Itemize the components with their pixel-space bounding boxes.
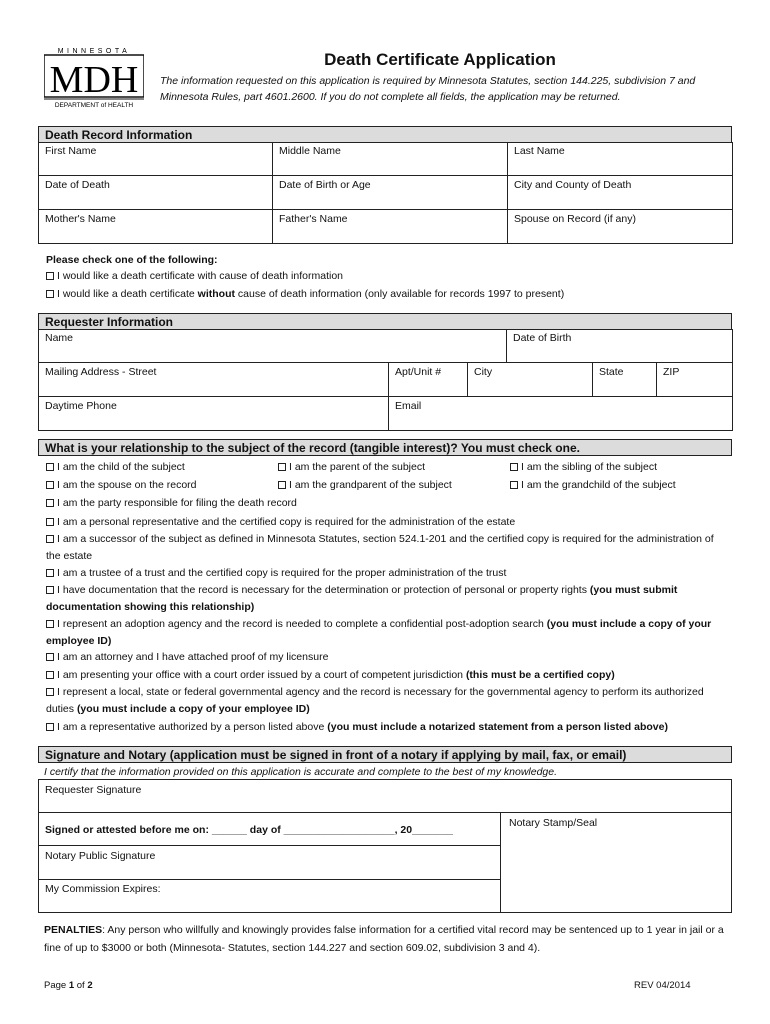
state-label: State — [599, 366, 624, 378]
notary-divider — [500, 813, 501, 912]
revision-label: REV 04/2014 — [634, 980, 691, 991]
phone-field[interactable] — [39, 397, 389, 431]
phone-label: Daytime Phone — [45, 400, 117, 412]
email-label: Email — [395, 400, 422, 412]
requester-signature-field[interactable] — [38, 779, 732, 813]
cause-option-with[interactable] — [46, 270, 343, 282]
zip-label: ZIP — [663, 366, 680, 378]
requester-name-field[interactable] — [39, 329, 507, 363]
rel-trustee[interactable] — [46, 567, 506, 579]
rel-court[interactable] — [46, 669, 615, 681]
last-name-label: Last Name — [514, 145, 565, 157]
page-number — [44, 980, 93, 991]
requester-dob-label: Date of Birth — [513, 332, 572, 344]
rel-govt[interactable] — [46, 684, 726, 718]
street-label: Mailing Address - Street — [45, 366, 157, 378]
logo-bottom-text: DEPARTMENT of HEALTH — [54, 102, 134, 109]
zip-field[interactable] — [657, 363, 733, 397]
state-field[interactable] — [593, 363, 657, 397]
rel-trustee-label: I am a trustee of a trust and the certified copy is required for the proper administration of the trust — [57, 567, 507, 579]
rel-adoption-note: (you must include a copy of your employee ID) — [46, 618, 712, 647]
notary-stamp-field[interactable]: Notary Stamp/Seal — [509, 817, 598, 829]
requester-table — [38, 329, 733, 431]
page-title: Death Certificate Application — [324, 50, 556, 69]
checkbox[interactable] — [278, 463, 286, 471]
rel-documentation-label: I have documentation that the record is necessary for the determination or protection of personal or property rights — [57, 584, 590, 596]
rel-personal-rep[interactable] — [46, 516, 515, 528]
city-field[interactable] — [468, 363, 593, 397]
last-name-field[interactable] — [508, 142, 733, 176]
death-record-table — [38, 142, 733, 244]
apt-label: Apt/Unit # — [395, 366, 442, 378]
street-field[interactable] — [39, 363, 389, 397]
checkbox[interactable] — [510, 481, 518, 489]
checkbox[interactable] — [46, 653, 54, 661]
rel-grandchild-label: I am the grandchild of the subject — [521, 479, 676, 491]
logo-main-text: MDH — [49, 59, 139, 101]
first-name-label: First Name — [45, 145, 97, 157]
rel-authorized-label: I am a representative authorized by a person listed above — [57, 721, 328, 733]
cause-prompt: Please check one of the following: — [46, 254, 218, 266]
rel-child-label: I am the child of the subject — [57, 461, 185, 473]
notary-divider — [39, 879, 500, 880]
cause-option-with-label: I would like a death certificate with cause of death information — [57, 270, 343, 282]
page-of: of — [74, 980, 88, 991]
rel-authorized-note: (you must include a notarized statement from a person listed above) — [327, 721, 668, 733]
penalties-label: PENALTIES — [44, 924, 103, 936]
checkbox[interactable] — [46, 290, 54, 298]
rel-court-label: I am presenting your office with a court order issued by a court of competent jurisdiction — [57, 669, 466, 681]
spouse-label: Spouse on Record (if any) — [514, 213, 636, 225]
checkbox[interactable] — [46, 463, 54, 471]
checkbox[interactable] — [46, 481, 54, 489]
rel-grandparent[interactable] — [278, 479, 452, 491]
requester-heading: Requester Information — [38, 313, 732, 330]
checkbox[interactable] — [510, 463, 518, 471]
rel-child[interactable] — [46, 461, 185, 473]
checkbox[interactable] — [46, 272, 54, 280]
rel-govt-note: (you must include a copy of your employee ID) — [76, 703, 310, 715]
cause-option-without-label-b: without — [197, 288, 235, 300]
rel-spouse[interactable] — [46, 479, 197, 491]
death-record-heading: Death Record Information — [38, 126, 732, 143]
mothers-name-field[interactable] — [39, 210, 273, 244]
notary-signature-field[interactable]: Notary Public Signature — [45, 850, 156, 862]
checkbox[interactable] — [46, 688, 54, 696]
relationship-heading: What is your relationship to the subject of the record (tangible interest)? You must check one. — [38, 439, 732, 456]
dob-or-age-label: Date of Birth or Age — [279, 179, 371, 191]
page-total: 2 — [87, 980, 93, 991]
cause-option-without[interactable] — [46, 288, 564, 300]
signature-heading: Signature and Notary (application must be signed in front of a notary if applying by mail, fax, or email) — [38, 746, 732, 763]
rel-documentation-note: (you must submit documentation showing this relationship) — [46, 584, 678, 613]
cause-option-without-label-a: I would like a death certificate — [57, 288, 198, 300]
intro-text: The information requested on this application is required by Minnesota Statutes, section 144.225, subdivision 7 and Minnesota Rules, part 4601.2600. If you do not complete all fields, the application may be returned. — [160, 75, 696, 103]
rel-parent[interactable] — [278, 461, 425, 473]
requester-signature-label: Requester Signature — [45, 784, 142, 796]
middle-name-field[interactable] — [273, 142, 508, 176]
rel-sibling-label: I am the sibling of the subject — [521, 461, 657, 473]
checkbox[interactable] — [46, 499, 54, 507]
rel-spouse-label: I am the spouse on the record — [57, 479, 197, 491]
fathers-name-field[interactable] — [273, 210, 508, 244]
rel-successor[interactable] — [46, 531, 726, 565]
rel-adoption[interactable] — [46, 616, 726, 650]
requester-dob-field[interactable] — [507, 329, 733, 363]
page-current: 1 — [68, 980, 75, 991]
rel-attorney[interactable] — [46, 651, 328, 663]
checkbox[interactable] — [46, 518, 54, 526]
certify-statement: I certify that the information provided on this application is accurate and complete to the best of my knowledge. — [44, 766, 558, 778]
checkbox[interactable] — [46, 586, 54, 594]
city-label: City — [474, 366, 493, 378]
rel-authorized[interactable] — [46, 721, 668, 733]
checkbox[interactable] — [278, 481, 286, 489]
rel-adoption-label: I represent an adoption agency and the record is needed to complete a confidential post-adoption search — [57, 618, 547, 630]
page-prefix: Page — [44, 980, 69, 991]
date-of-death-label: Date of Death — [45, 179, 110, 191]
checkbox[interactable] — [46, 535, 54, 543]
dob-or-age-field[interactable] — [273, 176, 508, 210]
mdh-logo — [44, 46, 144, 109]
rel-personal-rep-label: I am a personal representative and the certified copy is required for the administration of the estate — [57, 516, 516, 528]
checkbox[interactable] — [46, 620, 54, 628]
apt-field[interactable] — [389, 363, 468, 397]
rel-documentation[interactable] — [46, 582, 726, 616]
mothers-name-label: Mother's Name — [45, 213, 116, 225]
rel-grandparent-label: I am the grandparent of the subject — [289, 479, 452, 491]
checkbox[interactable] — [46, 723, 54, 731]
date-of-death-field[interactable] — [39, 176, 273, 210]
penalties-text: : Any person who willfully and knowingly provides false information for a certified vital record may be sentenced up to 1 year in jail or a fine of up to $3000 or both (Minnesota- Statutes, section 144.227 and section 609.02, subdivision 3 and 4). — [44, 924, 724, 954]
middle-name-label: Middle Name — [279, 145, 341, 157]
signed-before-field[interactable]: Signed or attested before me on: ______ day of ___________________, 20_______ — [45, 824, 453, 836]
commission-expires-field[interactable]: My Commission Expires: — [45, 883, 161, 895]
rel-govt-label: I represent a local, state or federal governmental agency and the record is necessary for the governmental agency to perform its authorized duties — [46, 686, 704, 715]
logo-top-text: MINNESOTA — [57, 48, 131, 55]
spouse-field[interactable] — [508, 210, 733, 244]
notary-divider — [39, 845, 500, 846]
email-field[interactable] — [389, 397, 733, 431]
cause-option-without-label-c: cause of death information (only available for records 1997 to present) — [235, 288, 565, 300]
checkbox[interactable] — [46, 671, 54, 679]
rel-party-label: I am the party responsible for filing the death record — [57, 497, 297, 509]
checkbox[interactable] — [46, 569, 54, 577]
requester-name-label: Name — [45, 332, 74, 344]
rel-grandchild[interactable] — [510, 479, 676, 491]
first-name-field[interactable] — [39, 142, 273, 176]
rel-party[interactable] — [46, 497, 297, 509]
rel-successor-label: I am a successor of the subject as defined in Minnesota Statutes, section 524.1-201 and the certified copy is required for the administration of the estate — [46, 533, 714, 562]
city-county-label: City and County of Death — [514, 179, 632, 191]
city-county-field[interactable] — [508, 176, 733, 210]
rel-attorney-label: I am an attorney and I have attached proof of my licensure — [57, 651, 329, 663]
penalties-notice — [44, 921, 728, 957]
notary-box — [38, 812, 732, 913]
rel-parent-label: I am the parent of the subject — [289, 461, 425, 473]
fathers-name-label: Father's Name — [279, 213, 348, 225]
rel-sibling[interactable] — [510, 461, 657, 473]
rel-court-note: (this must be a certified copy) — [465, 669, 615, 681]
